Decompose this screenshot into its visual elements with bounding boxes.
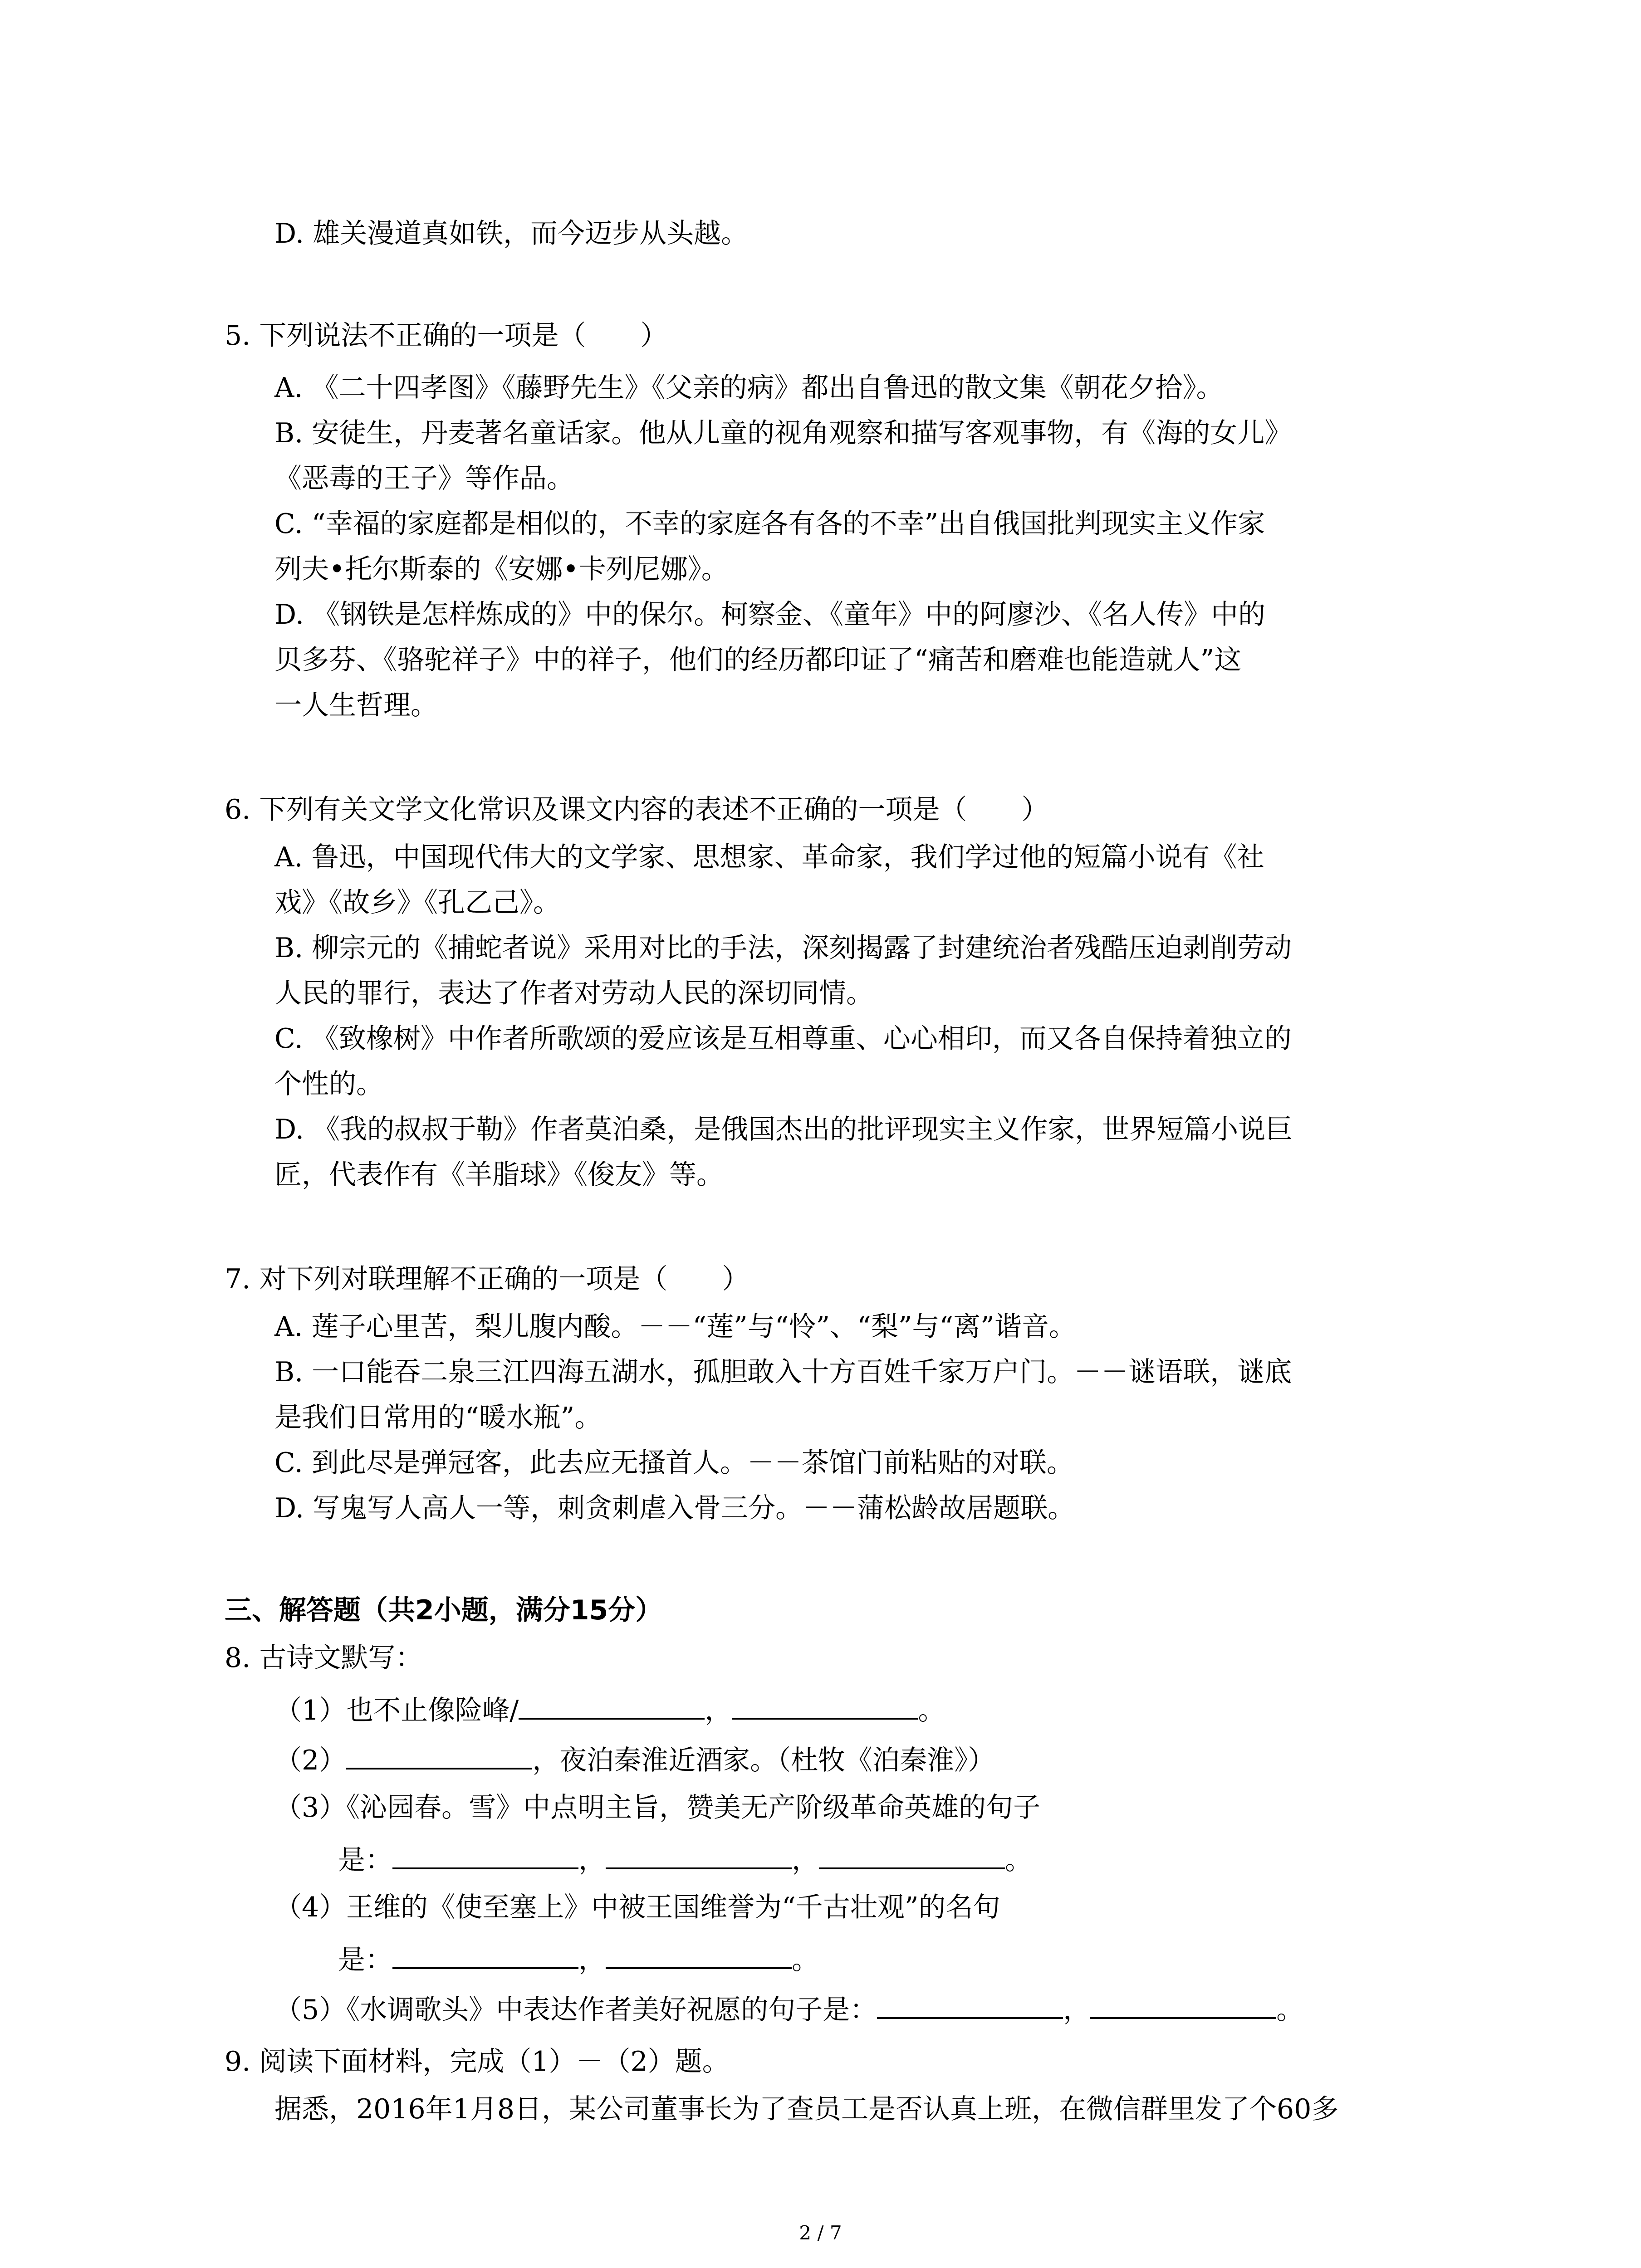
q8-item-4-prefix: 是：: [338, 1944, 392, 1976]
comma: ，: [578, 1844, 606, 1876]
q8-item-4-line2: [338, 1939, 819, 1978]
q5-stem: 5. 下列说法不正确的一项是（ ）: [225, 320, 668, 352]
q6-stem: 6. 下列有关文学文化常识及课文内容的表述不正确的一项是（ ）: [225, 794, 1049, 826]
q9-stem: 9. 阅读下面材料，完成（1）－（2）题。: [225, 2046, 730, 2077]
q4-option-d: D. 雄关漫道真如铁，而今迈步从头越。: [274, 218, 749, 249]
q8-item-1-text: （1）也不止像险峰/: [274, 1695, 519, 1726]
period: 。: [1276, 1994, 1304, 2026]
answer-blank[interactable]: [819, 1839, 1005, 1869]
q8-item-3-line1: （3）《沁园春。雪》中点明主旨，赞美无产阶级革命英雄的句子: [274, 1792, 1041, 1823]
q8-item-3-line2: [338, 1839, 1032, 1878]
answer-blank[interactable]: [732, 1690, 918, 1720]
q6-option-d-line2: 匠，代表作有《羊脂球》《俊友》等。: [274, 1159, 724, 1191]
q8-item-4-line1: （4）王维的《使至塞上》中被王国维誉为“千古壮观”的名句: [274, 1892, 1000, 1923]
q8-item-1: [274, 1690, 945, 1729]
answer-blank[interactable]: [606, 1939, 792, 1969]
q6-option-d-line1: D. 《我的叔叔于勒》作者莫泊桑，是俄国杰出的批评现实主义作家，世界短篇小说巨: [274, 1114, 1293, 1145]
q5-option-b-line2: 《恶毒的王子》等作品。: [274, 463, 574, 494]
q7-stem: 7. 对下列对联理解不正确的一项是（ ）: [225, 1263, 749, 1295]
comma: ，: [1063, 1994, 1091, 2026]
comma: ，: [792, 1844, 819, 1876]
q6-option-b-line2: 人民的罪行，表达了作者对劳动人民的深切同情。: [274, 978, 873, 1009]
q5-option-b-line1: B. 安徒生，丹麦著名童话家。他从儿童的视角观察和描写客观事物，有《海的女儿》: [274, 417, 1292, 449]
q7-option-c: C. 到此尽是弹冠客，此去应无搔首人。－－茶馆门前粘贴的对联。: [274, 1447, 1074, 1479]
answer-blank[interactable]: [392, 1839, 578, 1869]
q8-item-3-prefix: 是：: [338, 1844, 392, 1876]
q9-passage-line1: 据悉，2016年1月8日，某公司董事长为了查员工是否认真上班，在微信群里发了个60多: [274, 2093, 1339, 2125]
q6-option-a-line1: A. 鲁迅，中国现代伟大的文学家、思想家、革命家，我们学过他的短篇小说有《社: [274, 841, 1264, 873]
q8-item-5: [274, 1989, 1303, 2028]
q5-option-d-line2: 贝多芬、《骆驼祥子》中的祥子，他们的经历都印证了“痛苦和磨难也能造就人”这: [274, 644, 1242, 676]
answer-blank[interactable]: [877, 1989, 1063, 2019]
q8-item-2-text: ，夜泊秦淮近酒家。（杜牧《泊秦淮》）: [532, 1745, 995, 1776]
q8-item-2-number: （2）: [274, 1745, 347, 1776]
q7-option-b-line1: B. 一口能吞二泉三江四海五湖水，孤胆敢入十方百姓千家万户门。－－谜语联，谜底: [274, 1356, 1292, 1388]
answer-blank[interactable]: [606, 1839, 792, 1869]
q6-option-a-line2: 戏》《故乡》《孔乙己》。: [274, 887, 560, 919]
answer-blank[interactable]: [392, 1939, 578, 1969]
q6-option-c-line2: 个性的。: [274, 1068, 383, 1100]
q8-item-5-text: （5）《水调歌头》中表达作者美好祝愿的句子是：: [274, 1994, 877, 2026]
q5-option-d-line1: D. 《钢铁是怎样炼成的》中的保尔。柯察金、《童年》中的阿廖沙、《名人传》中的: [274, 599, 1266, 631]
page-number: 2 / 7: [799, 2222, 842, 2244]
comma: ，: [705, 1695, 732, 1726]
section-heading: 三、解答题（共2小题，满分15分）: [225, 1594, 663, 1626]
q8-item-2: [274, 1740, 995, 1779]
q6-option-b-line1: B. 柳宗元的《捕蛇者说》采用对比的手法，深刻揭露了封建统治者残酷压迫剥削劳动: [274, 932, 1292, 964]
q8-stem: 8. 古诗文默写：: [225, 1642, 423, 1674]
answer-blank[interactable]: [519, 1690, 705, 1720]
period: 。: [1005, 1844, 1032, 1876]
q5-option-c-line1: C. “幸福的家庭都是相似的，不幸的家庭各有各的不幸”出自俄国批判现实主义作家: [274, 508, 1265, 540]
q5-option-d-line3: 一人生哲理。: [274, 689, 438, 721]
q6-option-c-line1: C. 《致橡树》中作者所歌颂的爱应该是互相尊重、心心相印，而又各自保持着独立的: [274, 1023, 1292, 1055]
comma: ，: [578, 1944, 606, 1976]
period: 。: [918, 1695, 945, 1726]
answer-blank[interactable]: [1090, 1989, 1276, 2019]
q5-option-c-line2: 列夫•托尔斯泰的《安娜•卡列尼娜》。: [274, 553, 729, 585]
q7-option-b-line2: 是我们日常用的“暖水瓶”。: [274, 1402, 602, 1433]
q5-option-a: A. 《二十四孝图》《藤野先生》《父亲的病》都出自鲁迅的散文集《朝花夕拾》。: [274, 372, 1224, 404]
answer-blank[interactable]: [346, 1740, 532, 1769]
period: 。: [792, 1944, 819, 1976]
q7-option-a: A. 莲子心里苦，梨儿腹内酸。－－“莲”与“怜”、“梨”与“离”谐音。: [274, 1311, 1076, 1343]
q7-option-d: D. 写鬼写人高人一等，刺贪刺虐入骨三分。－－蒲松龄故居题联。: [274, 1492, 1075, 1524]
